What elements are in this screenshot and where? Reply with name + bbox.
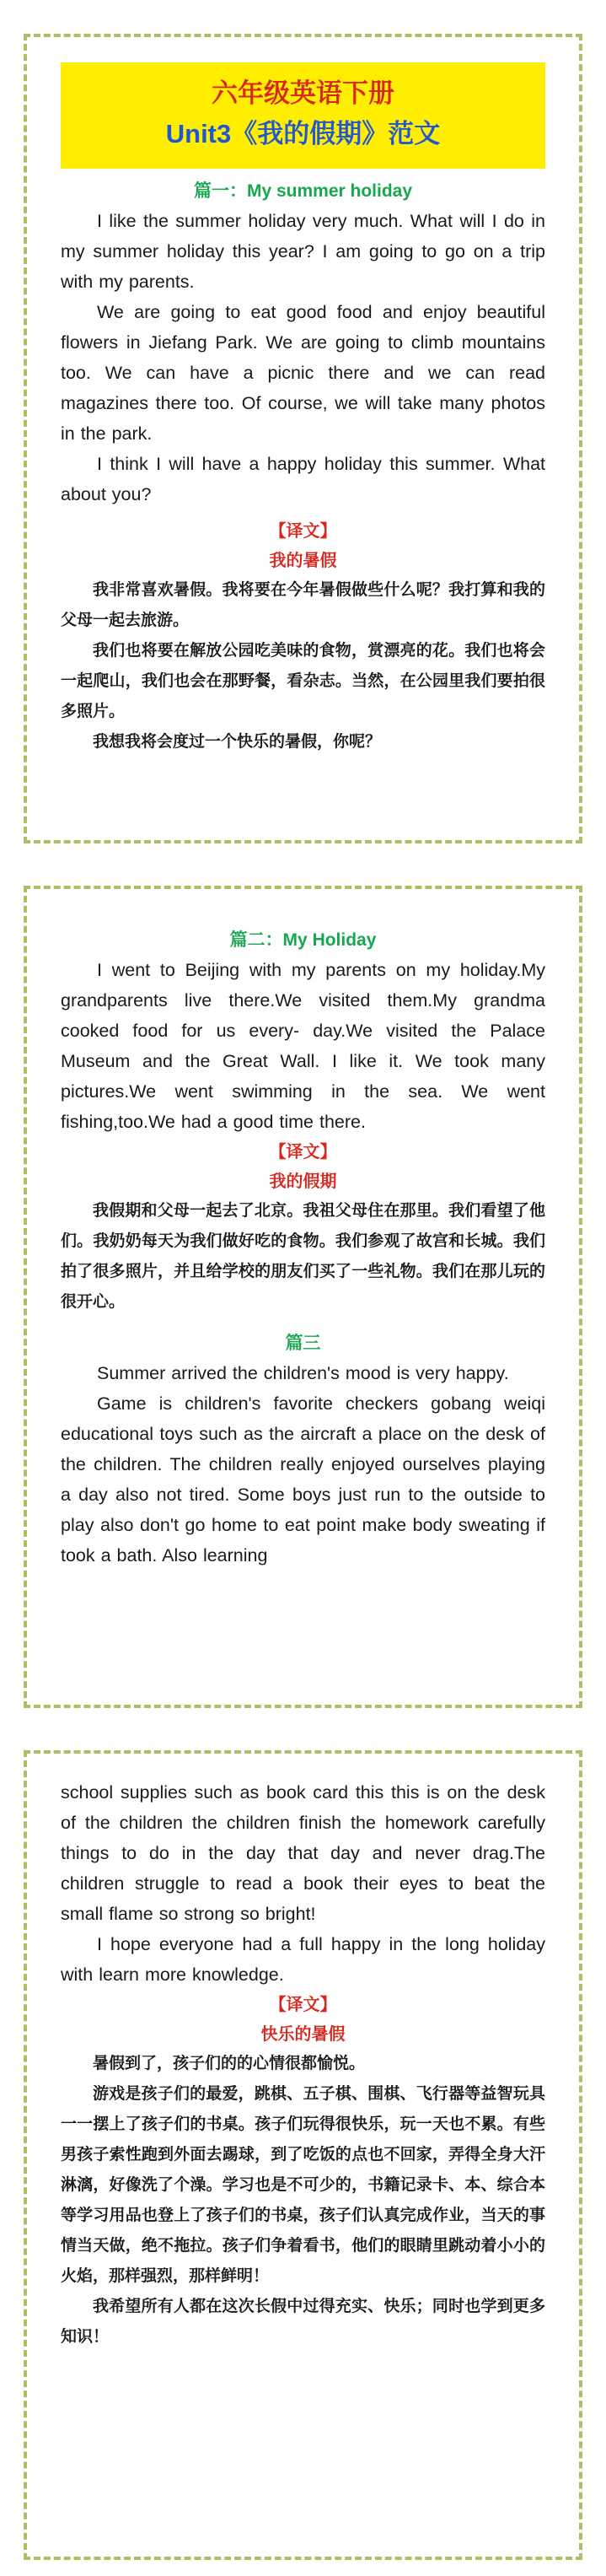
essay1-translation-label: 【译文】 (269, 522, 337, 541)
essay3-translation-paragraph: 暑假到了，孩子们的的心情很都愉悦。 (93, 2055, 366, 2072)
essay1-translation-paragraph: 我想我将会度过一个快乐的暑假，你呢？ (93, 733, 382, 751)
essay1-paragraph: We are going to eat good food and enjoy beautiful flowers in Jiefang Park. We are going to climb mountains too. We can have a picnic there and we can read magazines there too. Of course, we will take many photos in the park. (61, 302, 545, 444)
essay3-paragraph-continued: school supplies such as book card this this is on the desk of the children the children finish the homework carefully things to do in the day that day and never drag.The children struggle to read a book their eyes to beat the small flame so strong so bright! (61, 1782, 545, 1924)
essay-card-3 (24, 1750, 582, 2560)
essay2-title: 篇二：My Holiday (229, 930, 377, 950)
essay2-translation-paragraph: 我假期和父母一起去了北京。我祖父母住在那里。我们看望了他们。我奶奶每天为我们做好吃的食物。我们参观了故宫和长城。我们拍了很多照片，并且给学校的朋友们买了一些礼物。我们在那儿玩的很开心。 (61, 1202, 545, 1311)
essay3-paragraph: Game is children's favorite checkers gobang weiqi educational toys such as the aircraft a place on the desk of the children. The children really enjoyed ourselves playing a day also not tired. Some boys just run to the outside to play also don't go home to eat point make body sweating if took a bath. Also learning (61, 1393, 545, 1566)
header-title-unit: Unit3《我的假期》范文 (165, 119, 441, 148)
essay3-title: 篇三 (285, 1334, 321, 1353)
essay3-translation-paragraph: 游戏是孩子们的最爱，跳棋、五子棋、围棋、飞行器等益智玩具一一摆上了孩子们的书桌。孩子们玩得很快乐，玩一天也不累。有些男孩子索性跑到外面去踢球，到了吃饭的点也不回家，弄得全身大汗淋漓，好像洗了个澡。学习也是不可少的，书籍记录卡、本、综合本等学习用品也登上了孩子们的书桌，孩子们认真完成作业，当天的事情当天做，绝不拖拉。孩子们争着看书，他们的眼睛里跳动着小小的火焰，那样强烈，那样鲜明！ (61, 2085, 545, 2285)
essay2-paragraph: I went to Beijing with my parents on my holiday.My grandparents live there.We visited them.My grandma cooked food for us every- day.We visited the Palace Museum and the Great Wall. I like it. We took many pictures.We went swimming in the sea. We went fishing,too.We had a good time there. (61, 960, 545, 1132)
essay3-translation-paragraph: 我希望所有人都在这次长假中过得充实、快乐；同时也学到更多知识！ (61, 2298, 545, 2346)
essay3-paragraph: Summer arrived the children's mood is very happy. (97, 1363, 509, 1383)
essay1-translation-paragraph: 我非常喜欢暑假。我将要在今年暑假做些什么呢？我打算和我的父母一起去旅游。 (61, 581, 545, 629)
essay2-translation-title: 我的假期 (269, 1172, 337, 1191)
header-title-grade: 六年级英语下册 (212, 78, 394, 108)
essay-card-2 (24, 886, 582, 1708)
essay3-paragraph: I hope everyone had a full happy in the long holiday with learn more knowledge. (61, 1934, 545, 1985)
essay3-translation-title: 快乐的暑假 (260, 2025, 346, 2044)
essay1-paragraph: I think I will have a happy holiday this summer. What about you? (61, 454, 545, 504)
essay-card-1 (24, 34, 582, 843)
essay2-translation-label: 【译文】 (269, 1143, 337, 1161)
essay1-paragraph: I like the summer holiday very much. What will I do in my summer holiday this year? I am going to go on a trip with my parents. (61, 211, 545, 292)
essay1-translation-paragraph: 我们也将要在解放公园吃美味的食物，赏漂亮的花。我们也将会一起爬山，我们也会在那野餐，看杂志。当然，在公园里我们要拍很多照片。 (61, 642, 545, 720)
essay1-title: 篇一：My summer holiday (193, 181, 413, 201)
essay3-translation-label: 【译文】 (269, 1996, 337, 2014)
essay1-translation-title: 我的暑假 (269, 552, 337, 570)
header-banner (61, 62, 545, 169)
